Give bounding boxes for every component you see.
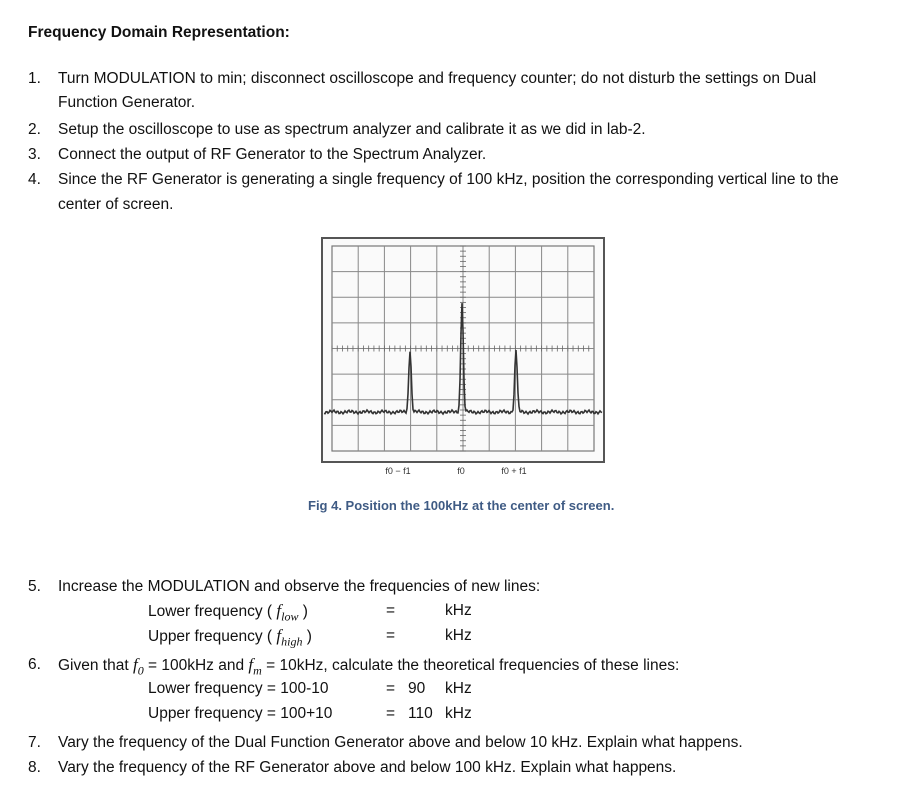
axis-label-upper: f0 + f1 [501, 466, 527, 476]
step-text: Vary the frequency of the RF Generator above and below 100 kHz. Explain what happens. [58, 759, 677, 776]
theoretical-upper-equals: = [386, 705, 396, 722]
theoretical-upper-label: Upper frequency = 100+10 [148, 705, 333, 722]
step-text: Turn MODULATION to min; disconnect oscilloscope and frequency counter; do not disturb the settings on Dual [58, 70, 817, 87]
theoretical-upper-value: 110 [408, 705, 433, 722]
step-1-continued: Function Generator. [58, 94, 195, 111]
theoretical-lower-label: Lower frequency = 100-10 [148, 680, 329, 697]
observed-upper-equals: = [386, 627, 396, 644]
step-number: 2. [28, 121, 41, 138]
axis-label-center: f0 [457, 466, 465, 476]
spectrum-analyzer-figure [320, 236, 606, 482]
observed-upper-unit: kHz [445, 627, 472, 644]
observed-lower-row: Lower frequency ( $f_{low}$ ) [148, 601, 308, 624]
observed-lower-equals: = [386, 602, 396, 619]
step-text: Connect the output of RF Generator to the Spectrum Analyzer. [58, 146, 487, 163]
step-text: Setup the oscilloscope to use as spectrum analyzer and calibrate it as we did in lab-2. [58, 121, 646, 138]
observed-upper-row: Upper frequency ( $f_{high}$ ) [148, 626, 312, 649]
step-number: 7. [28, 734, 41, 751]
step-number: 8. [28, 759, 41, 776]
step-text: Increase the MODULATION and observe the frequencies of new lines: [58, 578, 541, 595]
step-number: 1. [28, 70, 41, 87]
figure-caption: Fig 4. Position the 100kHz at the center of screen. [308, 498, 615, 513]
step-text: Vary the frequency of the Dual Function Generator above and below 10 kHz. Explain what happens. [58, 734, 743, 751]
theoretical-lower-unit: kHz [445, 680, 472, 697]
theoretical-lower-value: 90 [408, 680, 426, 697]
step-number: 4. [28, 171, 41, 188]
step-number: 6. [28, 656, 41, 673]
observed-lower-unit: kHz [445, 602, 472, 619]
axis-label-lower: f0 − f1 [385, 466, 411, 476]
step-number: 5. [28, 578, 41, 595]
step-number: 3. [28, 146, 41, 163]
step-text: Since the RF Generator is generating a single frequency of 100 kHz, position the corresponding vertical line to the [58, 171, 839, 188]
step-4-continued: center of screen. [58, 196, 174, 213]
theoretical-lower-equals: = [386, 680, 396, 697]
step-text: Given that $f_0 = 100kHz$ and $f_m = 10kHz$, calculate the theoretical frequencies of these lines: [58, 655, 680, 678]
section-heading: Frequency Domain Representation: [28, 24, 290, 41]
theoretical-upper-unit: kHz [445, 705, 472, 722]
